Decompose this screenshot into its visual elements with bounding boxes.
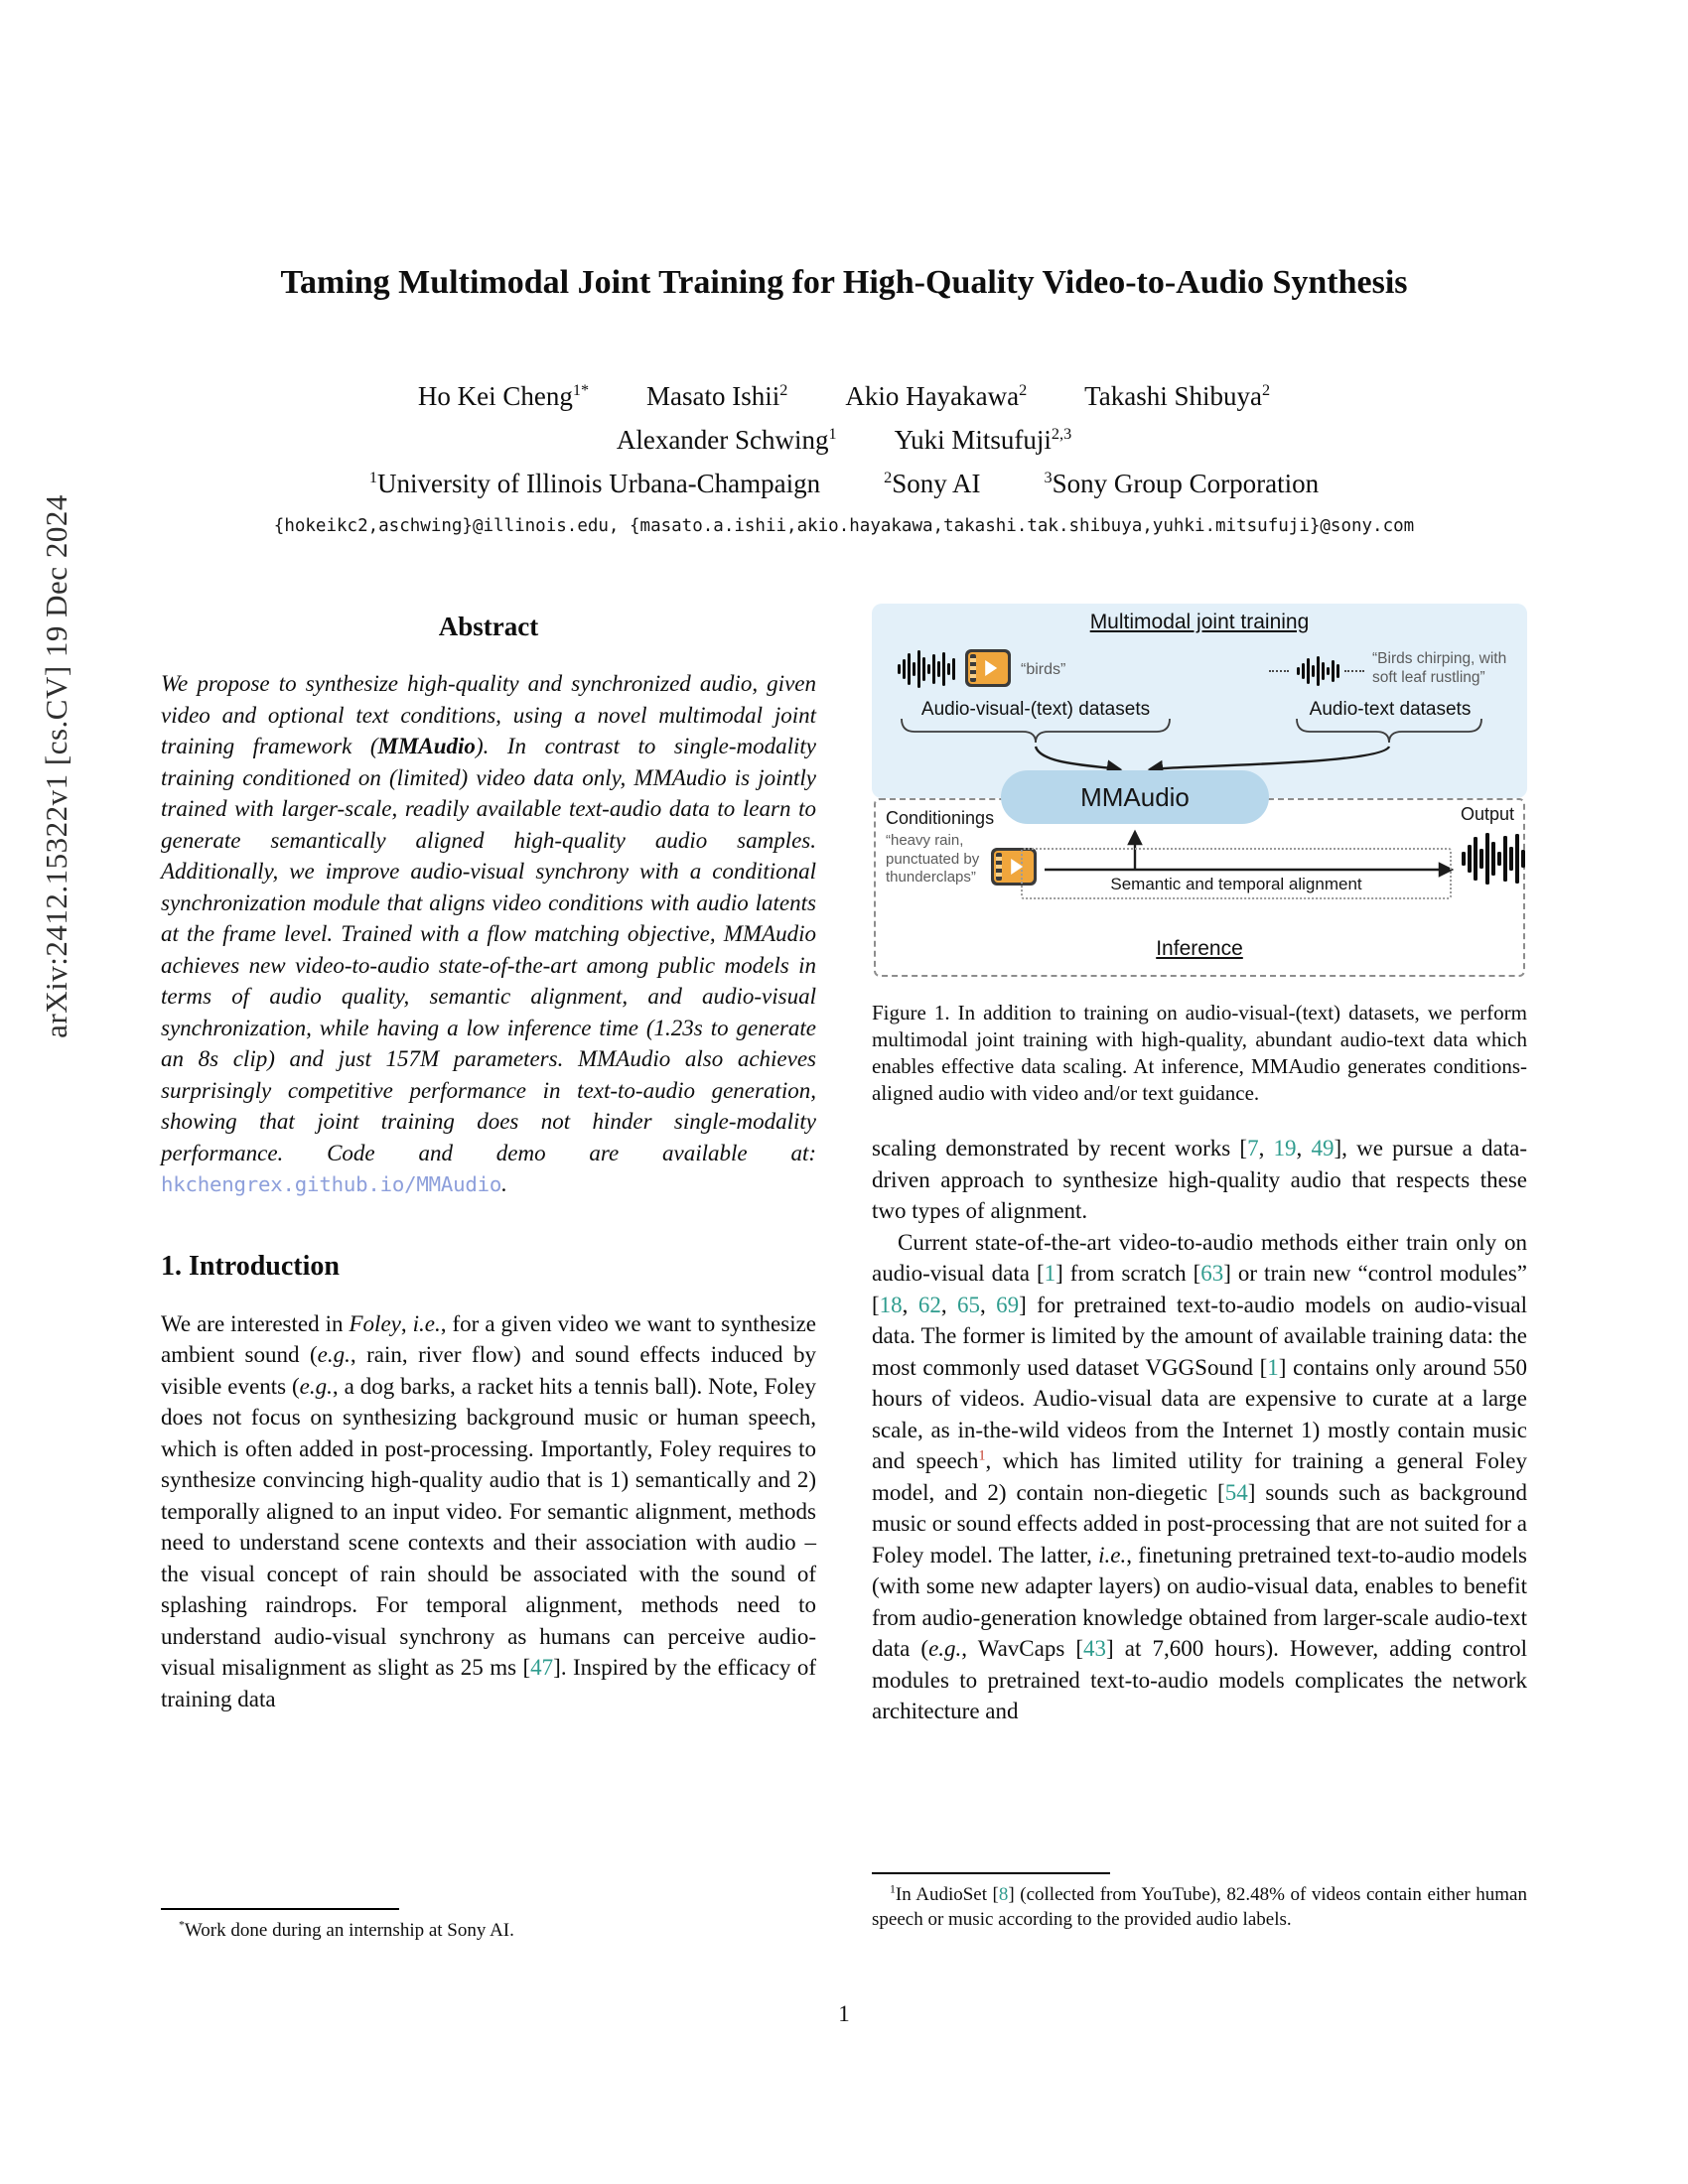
left-column — [161, 604, 816, 1714]
author-affiliation-mark: 1* — [572, 381, 590, 399]
footnote-text: $^1$In AudioSet [8] (collected from YouTube), 82.48% of videos contain either human speech or music according to the provided audio labels. — [872, 1882, 1527, 1930]
abstract-text: We propose to synthesize high-quality and synchronized audio, given video and optional text conditions, using a novel multimodal joint training framework (MMAudio). In contrast to single-modality training conditioned on (limited) video data only, MMAudio is jointly trained with larger-scale, readily available text-audio data to learn to generate semantically aligned high-quality audio samples. Additionally, we improve audio-visual synchrony with a conditional synchronization module that aligns video conditions with audio latents at the frame level. Trained with a flow matching objective, MMAudio achieves new video-to-audio state-of-the-art among public models in terms of audio quality, semantic alignment, and audio-visual synchronization, while having a low inference time (1.23s to generate an 8s clip) and just 157M parameters. MMAudio also achieves surprisingly competitive performance in text-to-audio generation, showing that joint training does not hinder single-modality performance. Code and demo are available at: hkchengrex.github.io/MMAudio. — [161, 671, 816, 1196]
paper-title: Taming Multimodal Joint Training for High-Quality Video-to-Audio Synthesis — [280, 264, 1408, 301]
affiliation: $^2$Sony AI — [884, 469, 981, 498]
author-affiliation-mark: 1 — [828, 425, 837, 443]
dotted-leader — [1269, 670, 1289, 672]
alignment-label: Semantic and temporal alignment — [1110, 875, 1362, 893]
author: Takashi Shibuya$^2$ — [1084, 381, 1271, 411]
citation-link[interactable]: 62 — [917, 1292, 941, 1317]
mmaudio-model-box: MMAudio — [1001, 770, 1269, 824]
footnote-right — [872, 1872, 1527, 1932]
footnote-rule — [872, 1872, 1110, 1874]
section-heading-introduction: 1. Introduction — [161, 1250, 340, 1282]
conditionings-label: Conditionings — [886, 808, 995, 828]
affiliation: $^1$University of Illinois Urbana-Champaign — [368, 469, 821, 498]
audio-visual-datasets-label: Audio-visual-(text) datasets — [920, 699, 1151, 720]
citation-link[interactable]: 69 — [996, 1292, 1020, 1317]
conditioning-text: “heavy rain, punctuated by thunderclaps” — [886, 832, 980, 886]
figure-1-caption: Figure 1. In addition to training on audio-visual-(text) datasets, we perform multimodal joint training with high-quality, abundant audio-text data which enables effective data scaling. At inference, MMAudio generates conditions-aligned audio with video and/or text guidance. — [872, 1001, 1527, 1105]
citation-link[interactable]: 63 — [1200, 1261, 1224, 1286]
citation-link[interactable]: 18 — [879, 1292, 903, 1317]
url-link[interactable]: hkchengrex.github.io/MMAudio — [161, 1172, 502, 1196]
body-paragraph: scaling demonstrated by recent works [7, 19, 49], we pursue a data-driven approach to synthesize high-quality audio that respects these two types of alignment. — [872, 1136, 1528, 1223]
underbrace-left — [902, 719, 1170, 743]
footnote-rule — [161, 1908, 399, 1910]
arrow-at-to-model — [1150, 747, 1389, 769]
author-row-1 — [0, 381, 1688, 412]
author-affiliation-mark: 2 — [779, 381, 788, 399]
output-label: Output — [1460, 804, 1515, 824]
citation-link[interactable]: 49 — [1311, 1136, 1335, 1160]
footnote-marker[interactable]: 1 — [978, 1447, 986, 1464]
dotted-leader — [1344, 670, 1364, 672]
training-title: Multimodal joint training — [1089, 611, 1310, 633]
abstract-heading: Abstract — [438, 612, 539, 641]
intro-paragraph: We are interested in Foley, i.e., for a given video we want to synthesize ambient sound (e.g., rain, river flow) and sound effects induced by visible events (e.g., a dog barks, a racket hits a tennis ball). Note, Foley does not focus on synthesizing background music or human speech, which is often added in post-processing. Importantly, Foley requires to synthesize convincing high-quality audio that is 1) semantically and 2) temporally aligned to an input video. For semantic alignment, methods need to understand scene contexts and their association with audio – the visual concept of rain should be associated with the sound of splashing raindrops. For temporal alignment, methods need to understand audio-visual synchrony as humans can perceive audio-visual misalignment as slight as 25 ms [47]. Inspired by the efficacy of training data — [161, 1310, 817, 1711]
citation-link[interactable]: 54 — [1224, 1479, 1248, 1505]
arxiv-banner: arXiv:2412.15322v1 [cs.CV] 19 Dec 2024 — [39, 494, 73, 1038]
waveform-icon — [1297, 651, 1339, 691]
citation-link[interactable]: 19 — [1273, 1136, 1297, 1160]
author-affiliation-mark: 2 — [1262, 381, 1271, 399]
arrow-av-to-model — [1036, 747, 1120, 769]
citation-link[interactable]: 7 — [1247, 1136, 1259, 1160]
right-column — [872, 604, 1527, 1727]
waveform-icon — [1462, 828, 1525, 889]
play-icon — [985, 660, 997, 676]
citation-link[interactable]: 1 — [1267, 1354, 1279, 1380]
author: Yuki Mitsufuji$^{2,3}$ — [894, 425, 1072, 455]
author: Ho Kei Cheng$^{1*}$ — [417, 381, 590, 411]
audio-text-sample-caption: “Birds chirping, with soft leaf rustling” — [1372, 650, 1507, 686]
play-icon — [1011, 859, 1023, 875]
citation-link[interactable]: 43 — [1083, 1636, 1107, 1661]
author: Akio Hayakawa$^2$ — [845, 381, 1028, 411]
author-row-2 — [0, 425, 1688, 456]
author: Masato Ishii$^2$ — [646, 381, 788, 411]
alignment-box — [1021, 848, 1452, 899]
author: Alexander Schwing$^1$ — [616, 425, 837, 455]
affiliation: $^3$Sony Group Corporation — [1044, 469, 1320, 498]
citation-link[interactable]: 1 — [1044, 1261, 1056, 1286]
page-number: 1 — [838, 2001, 850, 2026]
affiliations — [0, 469, 1688, 499]
author-affiliation-mark: 2,3 — [1051, 425, 1072, 443]
waveform-icon — [898, 643, 955, 695]
citation-link[interactable]: 8 — [998, 1884, 1009, 1905]
video-icon — [965, 649, 1011, 687]
underbrace-right — [1297, 719, 1481, 743]
citation-link[interactable]: 47 — [530, 1655, 554, 1680]
author-affiliation-mark: 2 — [1019, 381, 1028, 399]
citation-link[interactable]: 65 — [956, 1292, 980, 1317]
author-emails: {hokeikc2,aschwing}@illinois.edu, {masato.a.ishii,akio.hayakawa,takashi.tak.shibuya,yuhki.mitsufuji}@sony.com — [273, 516, 1415, 536]
figure-1 — [872, 604, 1527, 1107]
footnote-text: *Work done during an internship at Sony AI. — [179, 1918, 514, 1941]
footnote-left — [161, 1908, 816, 1944]
audio-text-datasets-label: Audio-text datasets — [1309, 699, 1472, 720]
audio-visual-sample-caption: “birds” — [1021, 661, 1066, 678]
body-paragraph: Current state-of-the-art video-to-audio methods either train only on audio-visual data [1] from scratch [63] or train new “control modules” [18, 62, 65, 69] for pretrained text-to-audio models on audio-visual data. The former is limited by the amount of available training data: the most commonly used dataset VGGSound [1] contains only around 550 hours of videos. Audio-visual data are expensive to curate at a large scale, as in-the-wild videos from the Internet 1) mostly contain music and speech$^1$, which has limited utility for training a general Foley model, and 2) contain non-diegetic [54] sounds such as background music or sound effects added in post-processing that are not suited for a Foley model. The latter, i.e., finetuning pretrained text-to-audio models (with some new adapter layers) on audio-visual data, enables to benefit from audio-generation knowledge obtained from larger-scale audio-text data (e.g., WavCaps [43] at 7,600 hours). However, adding control modules to pretrained text-to-audio models complicates the network architecture and — [872, 1229, 1528, 1723]
inference-label: Inference — [1156, 937, 1243, 960]
figure-1-diagram — [872, 604, 1527, 986]
